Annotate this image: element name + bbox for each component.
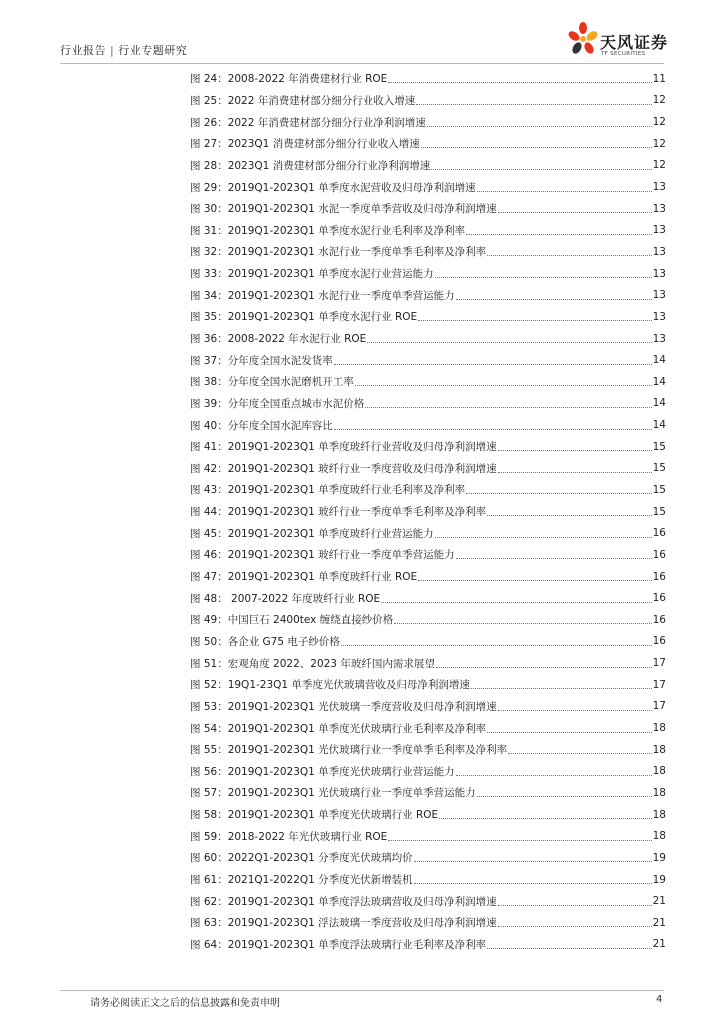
toc-entry-page: 18 (652, 786, 666, 799)
figure-list (190, 68, 666, 955)
toc-entry-page: 15 (652, 505, 666, 518)
report-category-header (60, 42, 187, 58)
company-logo (566, 20, 676, 62)
toc-leader-dots (498, 926, 652, 927)
logo-name: 天风证券 (600, 33, 669, 52)
toc-leader-dots (435, 277, 652, 278)
footer-divider (60, 990, 664, 991)
toc-entry-page: 13 (652, 310, 666, 323)
toc-entry-page: 19 (652, 873, 666, 886)
toc-entry[interactable] (190, 804, 666, 826)
toc-leader-dots (498, 450, 652, 451)
toc-leader-dots (471, 688, 652, 689)
toc-entry-page: 16 (652, 548, 666, 561)
toc-entry-label: 图 42：2019Q1-2023Q1 玻纤行业一季度营收及归母净利润增速 (190, 462, 497, 475)
toc-entry-label: 图 37：分年度全国水泥发货率 (190, 354, 333, 367)
toc-entry-page: 16 (652, 592, 666, 605)
toc-entry[interactable] (190, 306, 666, 328)
toc-entry[interactable] (190, 284, 666, 306)
toc-entry-label: 图 55：2019Q1-2023Q1 光伏玻璃行业一季度单季毛利率及净利率 (190, 744, 508, 757)
toc-entry-label: 图 57：2019Q1-2023Q1 光伏玻璃行业一季度单季营运能力 (190, 787, 476, 800)
toc-entry-page: 14 (652, 397, 666, 410)
toc-leader-dots (388, 840, 651, 841)
toc-entry-page: 13 (652, 245, 666, 258)
toc-entry[interactable] (190, 522, 666, 544)
toc-entry[interactable] (190, 544, 666, 566)
toc-entry-label: 图 53：2019Q1-2023Q1 光伏玻璃一季度营收及归母净利润增速 (190, 700, 497, 713)
toc-entry-page: 11 (652, 72, 666, 85)
toc-entry[interactable] (190, 847, 666, 869)
toc-entry-label: 图 25：2022 年消费建材部分细分行业收入增速 (190, 94, 416, 107)
toc-entry-page: 21 (652, 895, 666, 908)
logo-flower-icon (566, 20, 600, 62)
toc-entry-page: 13 (652, 202, 666, 215)
toc-leader-dots (456, 775, 652, 776)
toc-leader-dots (341, 645, 652, 646)
toc-entry-label: 图 39：分年度全国重点城市水泥价格 (190, 397, 365, 410)
toc-leader-dots (394, 623, 651, 624)
toc-entry-page: 18 (652, 743, 666, 756)
toc-entry-page: 21 (652, 916, 666, 929)
toc-entry-page: 13 (652, 332, 666, 345)
toc-entry-label: 图 52：19Q1-23Q1 单季度光伏玻璃营收及归母净利润增速 (190, 679, 470, 692)
toc-leader-dots (435, 537, 652, 538)
toc-leader-dots (439, 818, 651, 819)
toc-entry-label: 图 60：2022Q1-2023Q1 分季度光伏玻璃均价 (190, 852, 413, 865)
toc-entry-page: 12 (652, 94, 666, 107)
toc-entry-label: 图 26：2022 年消费建材部分细分行业净利润增速 (190, 116, 426, 129)
toc-entry-label: 图 31：2019Q1-2023Q1 单季度水泥行业毛利率及净利率 (190, 224, 466, 237)
toc-leader-dots (456, 558, 652, 559)
page-number: 4 (656, 994, 663, 1005)
toc-entry-page: 15 (652, 440, 666, 453)
toc-entry-label: 图 32：2019Q1-2023Q1 水泥行业一季度单季毛利率及净利率 (190, 246, 487, 259)
toc-entry[interactable] (190, 890, 666, 912)
toc-entry[interactable] (190, 328, 666, 350)
toc-entry[interactable] (190, 934, 666, 956)
toc-leader-dots (498, 905, 652, 906)
toc-leader-dots (414, 883, 652, 884)
toc-entry-label: 图 44：2019Q1-2023Q1 玻纤行业一季度单季毛利率及净利率 (190, 506, 487, 519)
toc-entry-page: 13 (652, 181, 666, 194)
toc-leader-dots (388, 82, 651, 83)
toc-entry[interactable] (190, 111, 666, 133)
toc-entry[interactable] (190, 869, 666, 891)
toc-entry[interactable] (190, 414, 666, 436)
toc-entry-page: 13 (652, 267, 666, 280)
toc-entry[interactable] (190, 912, 666, 934)
toc-entry-page: 17 (652, 700, 666, 713)
toc-leader-dots (487, 732, 651, 733)
toc-leader-dots (334, 429, 652, 430)
toc-leader-dots (508, 753, 651, 754)
toc-entry-page: 14 (652, 375, 666, 388)
toc-leader-dots (414, 861, 652, 862)
toc-entry-page: 18 (652, 765, 666, 778)
toc-leader-dots (355, 385, 652, 386)
toc-leader-dots (466, 493, 651, 494)
toc-entry-label: 图 35：2019Q1-2023Q1 单季度水泥行业 ROE (190, 311, 418, 324)
toc-entry-label: 图 58：2019Q1-2023Q1 单季度光伏玻璃行业 ROE (190, 809, 439, 822)
toc-entry[interactable] (190, 90, 666, 112)
toc-leader-dots (418, 580, 651, 581)
toc-leader-dots (487, 255, 651, 256)
toc-leader-dots (498, 472, 652, 473)
toc-entry-label: 图 62：2019Q1-2023Q1 单季度浮法玻璃营收及归母净利润增速 (190, 895, 497, 908)
toc-entry-label: 图 56：2019Q1-2023Q1 单季度光伏玻璃行业营运能力 (190, 765, 455, 778)
toc-entry-page: 18 (652, 808, 666, 821)
toc-entry-page: 12 (652, 116, 666, 129)
toc-entry[interactable] (190, 133, 666, 155)
toc-entry[interactable] (190, 68, 666, 90)
toc-leader-dots (456, 299, 652, 300)
toc-entry-page: 16 (652, 635, 666, 648)
toc-entry-page: 14 (652, 419, 666, 432)
toc-leader-dots (418, 320, 651, 321)
toc-entry-label: 图 29：2019Q1-2023Q1 单季度水泥营收及归母净利润增速 (190, 181, 476, 194)
toc-entry[interactable] (190, 717, 666, 739)
toc-entry-page: 16 (652, 570, 666, 583)
toc-entry-page: 12 (652, 137, 666, 150)
toc-entry-page: 13 (652, 224, 666, 237)
toc-entry[interactable] (190, 739, 666, 761)
toc-entry-page: 19 (652, 851, 666, 864)
toc-entry-page: 13 (652, 289, 666, 302)
toc-entry[interactable] (190, 436, 666, 458)
toc-entry[interactable] (190, 631, 666, 653)
toc-entry[interactable] (190, 371, 666, 393)
toc-entry-label: 图 28：2023Q1 消费建材部分细分行业净利润增速 (190, 159, 431, 172)
toc-entry[interactable] (190, 219, 666, 241)
toc-entry-page: 17 (652, 657, 666, 670)
toc-entry[interactable] (190, 652, 666, 674)
toc-entry-page: 18 (652, 722, 666, 735)
toc-entry[interactable] (190, 609, 666, 631)
toc-entry[interactable] (190, 501, 666, 523)
toc-entry-page: 18 (652, 830, 666, 843)
toc-entry[interactable] (190, 155, 666, 177)
toc-entry-label: 图 43：2019Q1-2023Q1 单季度玻纤行业毛利率及净利率 (190, 484, 466, 497)
logo-subtitle: TF SECURITIES (601, 51, 646, 57)
toc-entry[interactable] (190, 263, 666, 285)
toc-leader-dots (436, 667, 652, 668)
toc-entry-label: 图 27：2023Q1 消费建材部分细分行业收入增速 (190, 138, 420, 151)
toc-entry[interactable] (190, 176, 666, 198)
toc-entry-label: 图 48： 2007-2022 年度玻纤行业 ROE (190, 592, 381, 605)
toc-entry-label: 图 45：2019Q1-2023Q1 单季度玻纤行业营运能力 (190, 527, 434, 540)
toc-entry[interactable] (190, 587, 666, 609)
toc-leader-dots (487, 515, 651, 516)
report-type-label: 行业报告 (60, 44, 106, 57)
toc-entry-page: 21 (652, 938, 666, 951)
toc-entry[interactable] (190, 782, 666, 804)
toc-entry-page: 12 (652, 159, 666, 172)
toc-entry-label: 图 63：2019Q1-2023Q1 浮法玻璃一季度营收及归母净利润增速 (190, 917, 497, 930)
toc-entry-label: 图 51：宏观角度 2022、2023 年玻纤国内需求展望 (190, 657, 435, 670)
toc-entry-page: 14 (652, 354, 666, 367)
toc-entry-label: 图 30：2019Q1-2023Q1 水泥一季度单季营收及归母净利润增速 (190, 203, 497, 216)
toc-entry-page: 15 (652, 462, 666, 475)
toc-entry[interactable] (190, 566, 666, 588)
toc-entry-label: 图 38：分年度全国水泥磨机开工率 (190, 376, 354, 389)
toc-leader-dots (421, 147, 652, 148)
toc-entry[interactable] (190, 674, 666, 696)
toc-entry-page: 16 (652, 613, 666, 626)
toc-entry-page: 15 (652, 483, 666, 496)
toc-entry-label: 图 24：2008-2022 年消费建材行业 ROE (190, 73, 388, 86)
toc-leader-dots (477, 796, 652, 797)
toc-entry-label: 图 47：2019Q1-2023Q1 单季度玻纤行业 ROE (190, 571, 418, 584)
toc-leader-dots (334, 364, 652, 365)
toc-entry[interactable] (190, 696, 666, 718)
toc-leader-dots (416, 104, 651, 105)
toc-entry-label: 图 36：2008-2022 年水泥行业 ROE (190, 333, 367, 345)
toc-leader-dots (427, 126, 652, 127)
toc-entry[interactable] (190, 198, 666, 220)
toc-leader-dots (487, 948, 651, 949)
toc-leader-dots (498, 710, 652, 711)
toc-entry-label: 图 33：2019Q1-2023Q1 单季度水泥行业营运能力 (190, 268, 434, 281)
toc-entry[interactable] (190, 349, 666, 371)
toc-leader-dots (466, 234, 651, 235)
toc-entry[interactable] (190, 761, 666, 783)
toc-entry-label: 图 49：中国巨石 2400tex 缠绕直接纱价格 (190, 614, 394, 627)
toc-entry[interactable] (190, 825, 666, 847)
toc-entry-label: 图 54：2019Q1-2023Q1 单季度光伏玻璃行业毛利率及净利率 (190, 722, 487, 735)
toc-entry-label: 图 50：各企业 G75 电子纱价格 (190, 635, 340, 648)
disclaimer-text: 请务必阅读正文之后的信息披露和免责申明 (90, 998, 280, 1009)
toc-entry-label: 图 34：2019Q1-2023Q1 水泥行业一季度单季营运能力 (190, 289, 455, 302)
header-separator: | (110, 44, 115, 57)
toc-leader-dots (381, 602, 651, 603)
toc-entry-page: 16 (652, 527, 666, 540)
toc-leader-dots (367, 342, 651, 343)
toc-entry-label: 图 59：2018-2022 年光伏玻璃行业 ROE (190, 830, 388, 843)
toc-leader-dots (431, 169, 651, 170)
toc-entry[interactable] (190, 393, 666, 415)
toc-entry[interactable] (190, 479, 666, 501)
toc-entry-label: 图 41：2019Q1-2023Q1 单季度玻纤行业营收及归母净利润增速 (190, 441, 497, 454)
toc-entry-page: 17 (652, 678, 666, 691)
toc-entry-label: 图 64：2019Q1-2023Q1 单季度浮法玻璃行业毛利率及净利率 (190, 938, 487, 951)
report-subtype-label: 行业专题研究 (118, 44, 188, 57)
toc-entry-label: 图 46：2019Q1-2023Q1 玻纤行业一季度单季营运能力 (190, 549, 455, 562)
toc-entry-label: 图 61：2021Q1-2022Q1 分季度光伏新增装机 (190, 874, 413, 887)
toc-entry[interactable] (190, 458, 666, 480)
toc-entry[interactable] (190, 241, 666, 263)
toc-leader-dots (477, 191, 652, 192)
toc-entry-label: 图 40：分年度全国水泥库容比 (190, 419, 333, 432)
header-divider (60, 63, 664, 64)
toc-leader-dots (498, 212, 652, 213)
toc-leader-dots (365, 407, 651, 408)
